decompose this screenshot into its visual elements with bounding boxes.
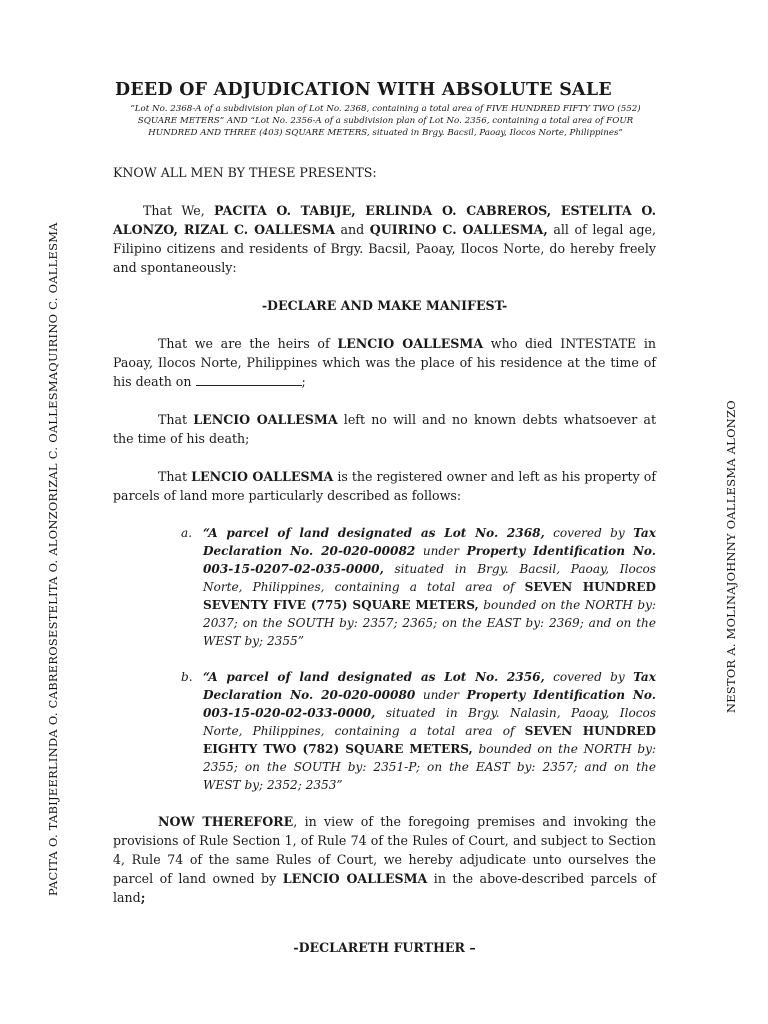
decedent-name: LENCIO OALLESMA [193, 412, 338, 427]
owner-intro: That [158, 469, 192, 484]
now-therefore-end: ; [140, 890, 146, 905]
parties-intro: That We, [143, 203, 215, 218]
parcel-text: under [415, 688, 467, 702]
parcel-list [113, 524, 656, 794]
know-all-men-line: KNOW ALL MEN BY THESE PRESENTS: [113, 165, 377, 180]
parcel-marker: a. [181, 526, 193, 540]
declare-heading: -DECLARE AND MAKE MANIFEST- [261, 298, 508, 313]
parcel-text: covered by [544, 670, 634, 684]
document-title: DEED OF ADJUDICATION WITH ABSOLUTE SALE [115, 80, 612, 100]
now-therefore-text-2: in the above-described parcels of land [113, 871, 657, 905]
parcel-text: situated in Brgy. Nalasin, Paoay, Ilocos Norte, Philippines, containing a total area of [203, 706, 656, 738]
heirs-end: ; [301, 374, 306, 389]
parcel-boundaries: bounded on the NORTH by: 2037; on the SOUTH by: 2357; 2365; on the EAST by: 2369; and on the WEST by; 2355” [203, 598, 656, 648]
parcel-item [181, 524, 656, 650]
parcel-text: situated in Brgy. Bacsil, Paoay, Ilocos Norte, Philippines, containing a total area of [203, 562, 656, 594]
heirs-details: who died INTESTATE in Paoay, Ilocos Norte, Philippines which was the place of his residence at the time of his death on [113, 336, 656, 389]
document-subtitle: “Lot No. 2368-A of a subdivision plan of Lot No. 2368, containing a total area of FIVE HUNDRED FIFTY TWO (552) SQUARE METERS” AND “Lot No. 2356-A of a subdivision plan of Lot No. 2356, containing a total area of FOUR HUNDRED AND THREE (403) SQUARE METERS, situated in Brgy. Bacsil, Paoay, Ilocos Norte, Philippines” [130, 104, 641, 138]
death-date-blank [196, 373, 302, 386]
heirs-intro: That we are the heirs of [158, 336, 338, 351]
no-will-intro: That [158, 412, 194, 427]
decedent-name: LENCIO OALLESMA [282, 871, 428, 886]
right-margin-signatures: NESTOR A. MOLINAJOHNNY OALLESMA ALONZO [724, 400, 738, 713]
left-margin-signatures: PACITA O. TABIJEERLINDA O. CABREROSESTELITA O. ALONZORIZAL C. OALLESMAQUIRINO C. OALLESMA [46, 222, 60, 896]
parties-paragraph [113, 201, 656, 277]
parties-residence: all of legal age, Filipino citizens and residents of Brgy. Bacsil, Paoay, Ilocos Norte, do hereby freely and spontaneously: [113, 222, 656, 275]
registered-owner-paragraph [113, 467, 656, 505]
parcel-item [181, 668, 656, 794]
no-will-paragraph [113, 410, 656, 448]
decedent-name: LENCIO OALLESMA [191, 469, 334, 484]
now-therefore-paragraph [113, 812, 656, 907]
decedent-name: LENCIO OALLESMA [337, 336, 484, 351]
parcel-boundaries: bounded on the NORTH by: 2355; on the SOUTH by: 2351-P; on the EAST by: 2357; and on the WEST by; 2352; 2353” [203, 742, 656, 792]
parcel-text: covered by [544, 526, 634, 540]
now-therefore-lead: NOW THEREFORE [158, 814, 294, 829]
document-body [113, 163, 656, 957]
parcel-tax-declaration: Tax Declaration No. 20-020-00080 [203, 670, 656, 702]
no-will-text: left no will and no known debts whatsoever at the time of his death; [113, 412, 657, 446]
parcel-area: SEVEN HUNDRED SEVENTY FIVE (775) SQUARE METERS, [203, 580, 656, 612]
declareth-heading: -DECLARETH FURTHER – [293, 940, 476, 955]
parcel-text: under [415, 544, 467, 558]
parcel-lot: “A parcel of land designated as Lot No. 2356, [203, 670, 545, 684]
parcel-property-id: Property Identification No. 003-15-020-02-033-0000, [203, 688, 656, 720]
heirs-paragraph [113, 334, 656, 391]
parcel-property-id: Property Identification No. 003-15-0207-02-035-0000, [203, 544, 656, 576]
owner-text: is the registered owner and left as his property of parcels of land more particularly described as follows: [113, 469, 656, 503]
party-names-2: QUIRINO C. OALLESMA, [369, 222, 548, 237]
parcel-marker: b. [181, 670, 193, 684]
now-therefore-text: , in view of the foregoing premises and invoking the provisions of Rule Section 1, of Rule 74 of the Rules of Court, and subject to Section 4, Rule 74 of the same Rules of Court, we hereby adjudicate unto ourselves the parcel of land owned by [113, 814, 656, 886]
parcel-area: SEVEN HUNDRED EIGHTY TWO (782) SQUARE METERS, [203, 724, 656, 756]
parties-and: and [334, 222, 370, 237]
parcel-lot: “A parcel of land designated as Lot No. 2368, [203, 526, 545, 540]
party-names-1: PACITA O. TABIJE, ERLINDA O. CABREROS, ESTELITA O. ALONZO, RIZAL C. OALLESMA [113, 203, 657, 237]
parcel-tax-declaration: Tax Declaration No. 20-020-00082 [203, 526, 656, 558]
